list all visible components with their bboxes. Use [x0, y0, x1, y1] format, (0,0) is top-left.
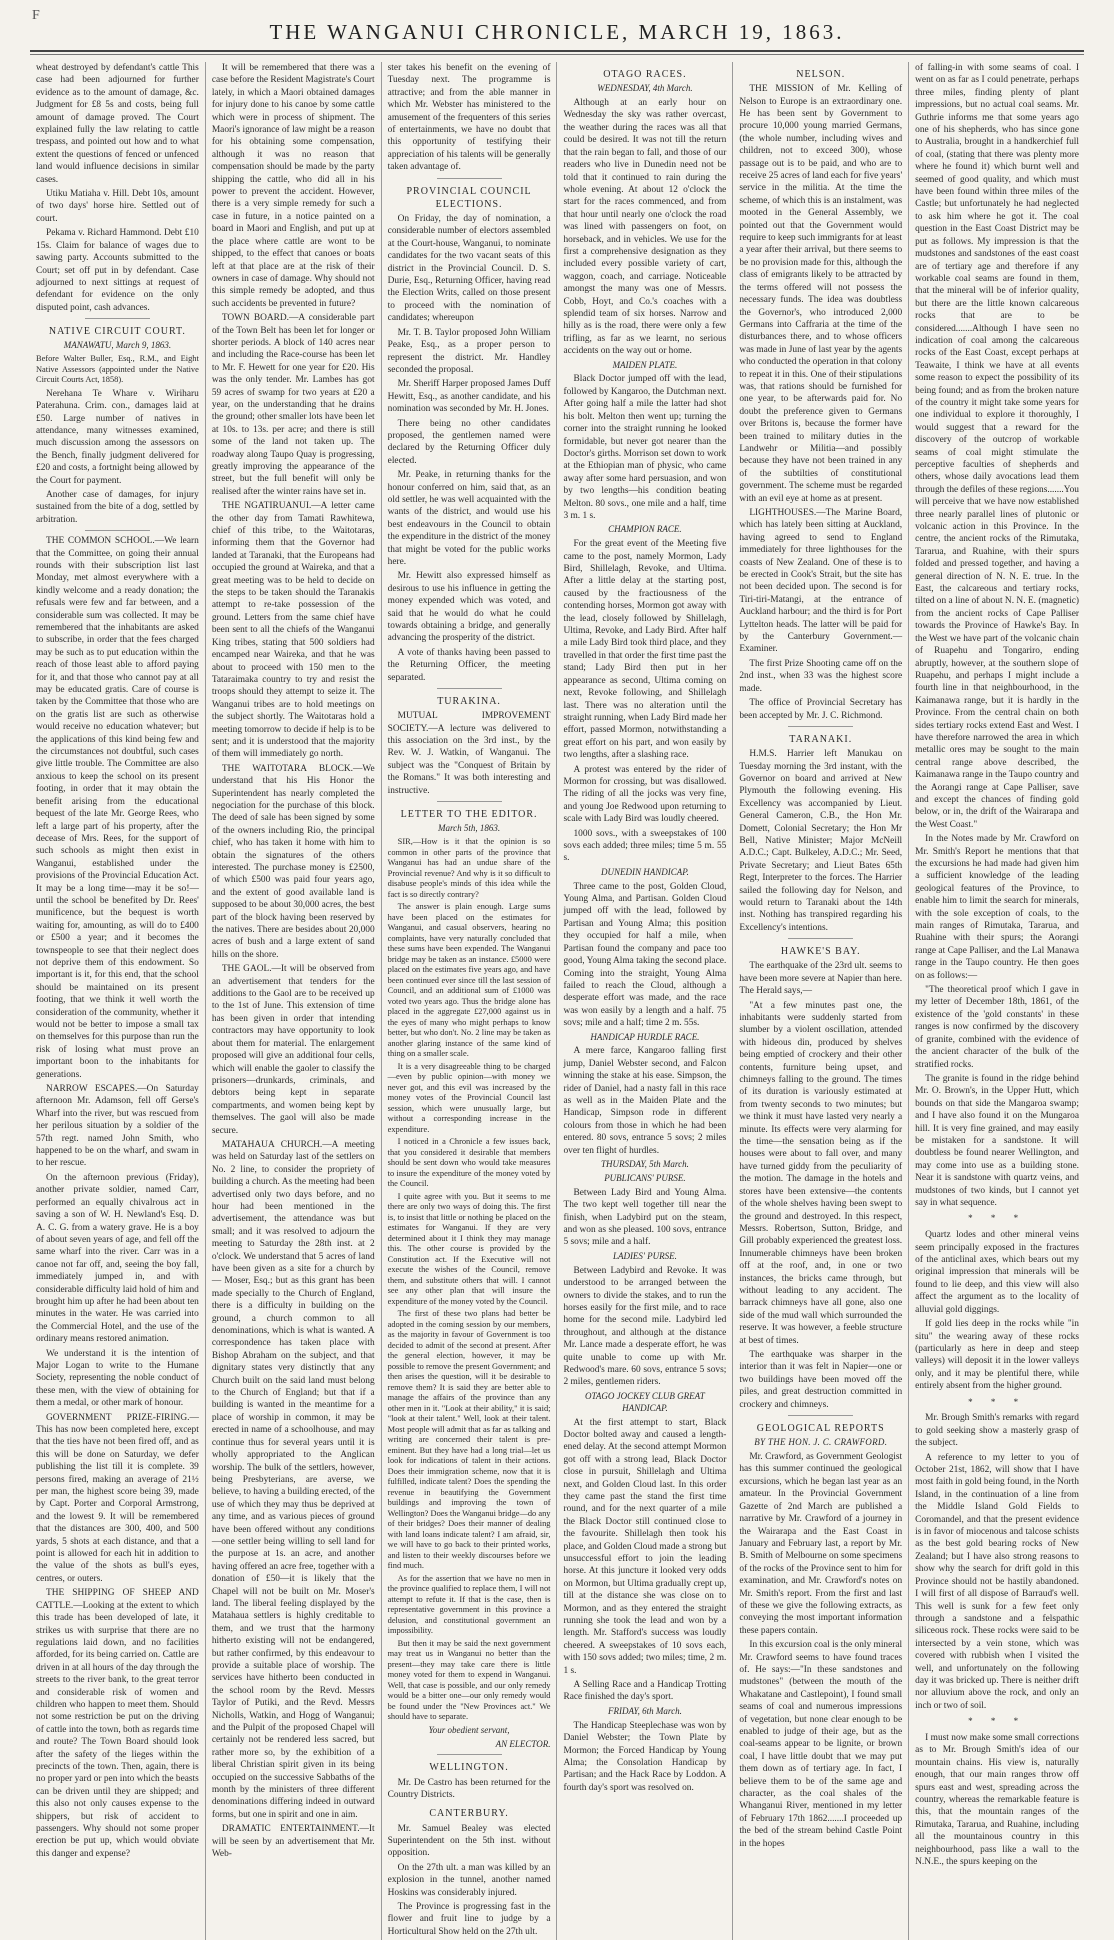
- court-note: Before Walter Buller, Esq., R.M., and Eight Native Assessors (appointed under the Native Circuit Courts Act, 1858).: [36, 354, 199, 385]
- article-paragraph: MATAHAUA CHURCH.—A meeting was held on Saturday last of the settlers on No. 2 line, to consider the propriety of building a church. As the meeting had been advertised only two days before, and no hour had been mentioned in the advertisement, the attendance was but small; and it was resolved to adjourn the meeting to Saturday the 28th inst. at 2 o'clock. We understand that 5 acres of land have been given as a site for a church by — Moser, Esq.; but as this grant has been made specially to the Church of England, there is a difficulty in building on the ground, a church common to all denominations, which is what is wanted. A correspondence has taken place with Bishop Abraham on the subject, and that dignitary states very distinctly that any Church built on the said land must belong to the Church of England; but that if a building is wanted in the meantime for a place of worship in common, it may be erected in name of a schoolhouse, and may continue thus for several years until it is wholly appropriated to the Anglican worship. The bulk of the settlers, however, being Presbyterians, are averse, we believe, to having a building erected, of the use of which they may thus be deprived at any time, and as various pieces of ground have been offered without any conditions—one settler being willing to sell land for the purpose at 1s. an acre, and another having offered an acre free, together with a donation of £50—it is likely that the Chapel will not be built on Mr. Moser's land. The liberal feeling displayed by the Matahaua settlers is highly creditable to them, and we trust that the harmony hitherto existing will not be endangered, but rather confirmed, by this endeavour to provide a suitable place of worship. The services have hitherto been conducted in the school room by the Revd. Messrs Taylor of Putiki, and the Revd. Messrs Nicholls, Watkin, and Hogg of Wanganui; and the Pulpit of the proposed Chapel will certainly not be rendered less sacred, but rather more so, by the exhibition of a liberal Christian spirit given in its being occupied on the successive Sabbaths of the month by the ministers of three different denominations differing indeed in outward forms, but one in spirit and one in aim.: [211, 1139, 375, 1820]
- article-paragraph: In this excursion coal is the only mineral Mr. Crawford seems to have found traces of. He says:—"In these sandstones and mudstones" (between the mouth of the Whakatane and Castlepoint), I found small seams of coal and numerous impressions of vegetation, but none clear enough to be enabled to judge of their age, but as the coal-seams appear to be lignite, or brown coal, I have little doubt that we may put them down as of tertiary age. In fact, I believe them to be of the same age and character, as the coal shales of the Whanganui River, mentioned in my letter of February 17th 1862.......I proceeded up the bed of the stream behind Castle Point in the hopes: [739, 1640, 903, 1849]
- column-5: [733, 62, 909, 1940]
- letter-paragraph: As for the assertion that we have no men in the province qualified to replace them, I will not attempt to refute it. If that is the case, then is representative government in this province a delusion, and constitutional government an impossibility.: [387, 1573, 551, 1636]
- section-heading: OTAGO RACES.: [603, 69, 687, 80]
- article-paragraph: Mr. De Castro has been returned for the Country Districts.: [387, 1777, 551, 1800]
- article-paragraph: Nerehana Te Whare v. Wiriharu Paterahuna. Crim. con., damages laid at £50. Large number of natives in attendance, many witnesses examined, much discussion among the assessors on the Bench, finally judgment delivered for £20 and costs, a fortnight being allowed by the Court for payment.: [36, 388, 199, 486]
- article-paragraph: Mr. T. B. Taylor proposed John William Peake, Esq., as a proper person to represent the district. Mr. Handley seconded the proposal.: [387, 327, 551, 375]
- article-paragraph: A mere farce, Kangaroo falling first jump, Daniel Webster second, and Falcon winning the stake at his ease. Simpson, the rider of Daniel, had a nasty fall in this race as well as in the Maiden Plate and the Handicap, Simpson rode in different colours from those in which he had been entered. 80 sovs, entrance 5 sovs; 2 miles over ten flight of hurdles.: [563, 1046, 727, 1156]
- article-paragraph: Mr. Brough Smith's remarks with regard to gold seeking show a masterly grasp of the subject.: [915, 1413, 1079, 1449]
- article-paragraph: LIGHTHOUSES.—The Marine Board, which has lately been sitting at Auckland, having agreed to send to England immediately for three lighthouses for the coasts of New Zealand. One of these is to be erected in Cook's Strait, but the site has not been decided upon. The second is for Tiri-tiri-Matangi, at the entrance of Auckland harbour; and the third is for Port Lyttelton heads. The latter will be paid for by the Canterbury Government.—Examiner.: [739, 508, 903, 655]
- dateline: MANAWATU, March 9, 1863.: [63, 340, 172, 351]
- section-heading: TARANAKI.: [789, 733, 853, 745]
- newspaper-columns: [30, 62, 1085, 1937]
- article-paragraph: For the great event of the Meeting five came to the post, namely Mormon, Lady Bird, Shillelagh, Revoke, and Ultima. After a little delay at the starting post, caused by the fractiousness of the contending horses, Mormon got away with the lead, closely followed by Shillelagh, Ultima, Revoke, and Lady Bird. After half a mile Lady Bird took third place, and they travelled in that order the first time past the stand; Lady Bird then put in her appearance as second, Ultima coming on next, Revoke following, and Shillelagh last. There was no alteration until the straight running, when Lady Bird made her effort, passed Mormon, notwithstanding a great effort on his part, and won easily by two lengths, after a slashing race.: [563, 539, 727, 761]
- dateline: THURSDAY, 5th March.: [600, 1159, 689, 1170]
- letter-date: March 5th, 1863.: [437, 823, 501, 834]
- article-paragraph: TOWN BOARD.—A considerable part of the Town Belt has been let for longer or shorter periods. A block of 140 acres near and including the Race-course has been let to Mr. F. Hewett for one year for £20. His was the only tender. Mr. Lambes has got 59 acres of swamp for two years at £20 a year, on the understanding that he drains the ground; other smaller lots have been let at 10s. to 13s. per acre; and there is still some of the land not taken up. The roadway along Taupo Quay is progressing, greatly improving the appearance of the street, but the full benefit will only be realised after the winter rains have set in.: [211, 313, 375, 497]
- race-heading: LADIES' PURSE.: [612, 1250, 677, 1261]
- article-paragraph: Another case of damages, for injury sustained from the bite of a dog, settled by arbitration.: [36, 489, 199, 525]
- article-paragraph: Mr. Hewitt also expressed himself as desirous to use his influence in getting the money expended which was voted, and said that he would do what he could towards obtaining a bridge, and generally advancing the prosperity of the district.: [387, 571, 551, 644]
- dateline: FRIDAY, 6th March.: [607, 1705, 682, 1716]
- article-paragraph: Mr. Crawford, as Government Geologist has this summer continued the geological excursions, which he began last year as an amateur. In the Provincial Government Gazette of 2nd March are published a narrative by Mr. Crawford of a journey in the Wairarapa and the East Coast in January and February last, a report by Mr. B. Smith of Melbourne on some specimens of the rocks of the Province sent to him for examination, and Mr. Crawford's notes on Mr. Smith's report. From the first and last of these we give the following extracts, as conveying the most important information these papers contain.: [739, 1452, 903, 1636]
- column-1: [30, 62, 206, 1940]
- letter-paragraph: SIR,—How is it that the opinion is so common in other parts of the province that Wanganui has had an undue share of the Provincial revenue? And why is it so difficult to disabuse people's minds of this idea while the fact is so directly contrary?: [387, 837, 551, 899]
- article-paragraph: THE WAITOTARA BLOCK.—We understand that his His Honor the Superintendent has nearly completed the negociation for the purchase of this block. The deed of sale has been signed by some of the owners including Rio, the principal chief, who has taken it home with him to obtain the signatures of the others interested. The purchase money is £2500, of which £500 was paid four years ago, and the extent of good available land is supposed to be about 30,000 acres, the best part of the block having been reserved by the natives. There are besides about 20,000 acres of bush and a large extent of sand hills on the shore.: [211, 763, 375, 960]
- article-paragraph: On the 27th ult. a man was killed by an explosion in the tunnel, another named Hoskins was considerably injured.: [387, 1862, 551, 1898]
- section-heading: PROVINCIAL COUNCIL ELECTIONS.: [406, 185, 532, 210]
- race-heading: MAIDEN PLATE.: [612, 359, 678, 370]
- article-paragraph: The first Prize Shooting came off on the 2nd inst., when 33 was the highest score made.: [739, 658, 903, 694]
- section-divider: [437, 688, 502, 689]
- column-6: [909, 62, 1085, 1940]
- masthead-rule: [30, 50, 1084, 52]
- letter-signoff: Your obedient servant,: [428, 1724, 510, 1735]
- article-paragraph: A protest was entered by the rider of Mormon for crossing, but was disallowed. The riding of all the jocks was very fine, and young Joe Redwood upon returning to scale with Lady Bird was loudly cheered.: [563, 764, 727, 825]
- article-paragraph: Pekama v. Richard Hammond. Debt £10 15s. Claim for balance of wages due to sawing party. Accounts submitted to the Court; set off put in by defendant. Case adjourned to next sittings at request of defendant for evidence on the only disputed point, cash advances.: [36, 228, 199, 313]
- article-paragraph: The earthquake of the 23rd ult. seems to have been more severe at Napier than here. The Herald says,—: [739, 961, 903, 997]
- section-ornament: * * *: [968, 1396, 1027, 1407]
- race-heading: DUNEDIN HANDICAP.: [600, 866, 689, 877]
- article-paragraph: H.M.S. Harrier left Manukau on Tuesday morning the 3rd instant, with the Governor on board and arrived at New Plymouth the following evening. His Excellency was accompanied by Lieut. General Cameron, C.B., the Hon Mr. Domett, Colonial Secretary; the Hon Mr Bell, Native Minister; Major McNeill A.D.C.; Capt. Bulkeley, A.D.C.; Mr. Seed, Private Secretary; and Lieut Bates 65th Regt, Interpreter to the forces. The Harrier sailed the following day for Nelson, and would return to Taranaki about the 14th inst. Nothing has transpired regarding his Excellency's intentions.: [739, 749, 903, 933]
- article-paragraph: We understand it is the intention of Major Logan to write to the Humane Society, representing the noble conduct of these men, with the view of obtaining for them a medal, or other mark of honour.: [36, 1348, 199, 1409]
- article-paragraph: DRAMATIC ENTERTAINMENT.—It will be seen by an advertisement that Mr. Web-: [211, 1824, 375, 1860]
- article-paragraph: Quartz lodes and other mineral veins seem principally exposed in the fractures of the anticlinal axes, which bears out my original impression that minerals will be found to lie deep, and this view will also affect the argument as to the locality of alluvial gold diggings.: [915, 1230, 1079, 1315]
- letter-paragraph: I quite agree with you. But it seems to me there are only two ways of doing this. The first is, to insist that little or nothing be placed on the estimates for Wanganui. If they are very determined about it I think they may manage this. The other course is provided by the Constitution act. If the Executive will not execute the wishes of the Council, remove them, and substitute others that will. I cannot see any other plan that will insure the expenditure of the money voted by the Council.: [387, 1191, 551, 1306]
- section-divider: [85, 530, 150, 531]
- dateline: WEDNESDAY, 4th March.: [597, 83, 693, 94]
- race-heading: OTAGO JOCKEY CLUB GREAT HANDICAP.: [585, 1390, 705, 1413]
- letter-paragraph: But then it may be said the next government may treat us in Wanganui no better than the present—they may take care there is little money voted for them to expend in Wanganui. Well, that case is possible, and our only remedy would be a bitter one—our only remedy would be found under the "New Provinces act." We should have to separate.: [387, 1638, 551, 1722]
- section-divider: [788, 1415, 853, 1416]
- article-paragraph: It will be remembered that there was a case before the Resident Magistrate's Court lately, in which a Maori obtained damages for injury done to his canoe by some cattle which were in process of shipment. The Maori's ignorance of law might be a reason for his obtaining some compensation, although it was no reason that compensation should be made by the party shipping the cattle, who did all in his power to prevent the accident. However, there is a very simple remedy for such a case in future, in a notice painted on a board in Maori and English, and put up at the place where cattle are wont to be shipped, to the effect that canoes or boats left at that place are at the risk of their owners in case of damage. Why should not this simple remedy be adopted, and thus such accidents be prevented in future?: [211, 63, 375, 309]
- article-paragraph: "The theoretical proof which I gave in my letter of December 18th, 1861, of the existence of the 'gold constants' in these ranges is now confirmed by the discovery of granite, combined with the evidence of the ancient character of the bulk of the stratified rocks.: [915, 985, 1079, 1070]
- letter-paragraph: I noticed in a Chronicle a few issues back, that you considered it desirable that members should be sent down who would take measures to insure the expenditure of the money voted by the Council.: [387, 1137, 551, 1189]
- article-paragraph: In the Notes made by Mr. Crawford on Mr. Smith's Report he mentions that that the excursions he had made had given him a sufficient knowledge of the leading geological features of the Province, to enable him to limit the search for minerals, with the sole exception of coals, to the main ranges of Rimutaka, Tararua, and Ruahine with their spurs; the Aorangi range at Cape Palliser, and the Lal Manawa range in the Taupo country. He then goes on as follows:—: [915, 834, 1079, 981]
- article-paragraph: THE COMMON SCHOOL.—We learn that the Committee, on going their annual rounds with their subscription list last Monday, met almost everywhere with a kindly welcome and a ready donation; the refusals were few and far between, and a considerable sum was collected. It may be remembered that the inhabitants are asked to subscribe, in order that the fees charged may be such as to put education within the reach of those least able to afford paying for it, and that those who cannot pay at all may be educated gratis. Care of course is taken by the Committee that those who are on the gratis list are such as otherwise would receive no education whatever; but the applications of this kind being few and the circumstances not doubtful, such cases give little trouble. The Committee are also anxious to keep the school on its present footing, in order that it may obtain the benefit arising from the educational bequest of the late Mr. George Rees, who left a large part of his property, after the decease of Mrs. Rees, for the support of such schools as might then exist in Wanganui, established under the provisions of the Provincial Education Act. It may be a long time—may it be so!—until the school be benefited by Dr. Rees' munificence, but the bequest is worth waiting for, amounting, as will do to £400 or £500 a year; and it becomes the townspeople to see that their neglect does not deprive them of this endowment. So important is it, for this end, that the school should be maintained on its present footing, that we think it well worth the consideration of the community, whether it would not be better to impose a small tax on themselves for this purpose than run the risk of losing what must prove an important boon to the inhabitants for generations.: [36, 536, 199, 1080]
- article-paragraph: The Handicap Steeplechase was won by Daniel Webster; the Town Plate by Mormon; the Forced Handicap by Young Alma; the Consolation Handicap by Partisan; and the Hack Race by Loddon. A fourth day's sport was resolved on.: [563, 1720, 727, 1793]
- section-divider: [437, 801, 502, 802]
- column-2: [206, 62, 382, 1940]
- section-divider: [437, 178, 502, 179]
- article-paragraph: Mr. Samuel Bealey was elected Superintendent on the 5th inst. without opposition.: [387, 1823, 551, 1859]
- article-paragraph: wheat destroyed by defendant's cattle This case had been adjourned for further evidence as to the amount of damage, &c. Judgment for £8 5s and costs, being full amount of damage proved. The Court explained fully the law relating to cattle trespass, and pointed out how and to what extent the questions of fenced or unfenced land would influence decisions in similar cases.: [36, 63, 199, 185]
- column-3: [382, 62, 558, 1940]
- section-heading: CANTERBURY.: [429, 1808, 509, 1820]
- section-heading: WELLINGTON.: [429, 1762, 509, 1774]
- article-paragraph: 1000 sovs., with a sweepstakes of 100 sovs each added; three miles; time 5 m. 55 s.: [563, 828, 727, 864]
- article-paragraph: THE MISSION of Mr. Kelling of Nelson to Europe is an extraordinary one. He has been sent by Government to procure 10,000 young married Germans, (the whole number, including wives and children, not to exceed 300), whose passage out is to be paid, and who are to receive 25 acres of land each for five years' service in the militia. At the time the scheme, of which this is an instalment, was mooted in the General Assembly, we pointed out that the Government would require to keep such immigrants for at least a year after their arrival, but there seems to be no provision made for this, although the class of emigrants likely to be attracted by the terms offered will not possess the necessary funds. The idea was doubtless the Governor's, who introduced 2,000 Germans into Caffraria at the time of the disturbances there, and to whose officers was made in June of last year by the agents who conducted the operation in that colony to repeat it in this. One of their stipulations was, that rations should be furnished for one year, to be afterwards paid for. No doubt the preference given to Germans over Britons is, because the former have been trained to military duties in the Landwehr or Militia—and possibly because they have not been trained in any of the subtilties of constitutional government. The scheme must be regarded with an evil eye at home as at present.: [739, 84, 903, 504]
- race-heading: HANDICAP HURDLE RACE.: [590, 1031, 700, 1042]
- article-paragraph: Mr. Sheriff Harper proposed James Duff Hewitt, Esq., as another candidate, and his nomination was seconded by Mr. H. Jones.: [387, 379, 551, 415]
- article-paragraph: GOVERNMENT PRIZE-FIRING.—This has now been completed here, except that the ties have not been fired off, and as this will be done on Saturday, we defer publishing the list till it is complete. 39 persons fired, making an average of 21½ per man, the highest score being 39, made by Capt. Porter and Corporal Armstrong, and the lowest 9. It will be remembered that the distances are 300, 400, and 500 yards, 5 shots at each distance, and that a point is allowed for each hit in addition to the value of the shots as bull's eyes, centres, or outers.: [36, 1412, 199, 1584]
- letter-paragraph: The answer is plain enough. Large sums have been placed on the estimates for Wanganui, and casual observers, hearing no complaints, have very naturally concluded that these sums have been expended. The Wanganui bridge may be taken as an instance. £5000 were placed on the estimates five years ago, and have been continued ever since till the last session of Council, and an additional sum of £1000 was voted two years ago. Thus the bridge alone has placed in the aggregate £27,000 against us in the eyes of many who might perhaps to know better, but who don't. No. 2 line may be taken as another glaring instance of the same kind of thing on a smaller scale.: [387, 902, 551, 1059]
- masthead-rule-thin: [30, 54, 1084, 55]
- article-paragraph: Utiku Matiaha v. Hill. Debt 10s, amount of two days' horse hire. Settled out of court.: [36, 189, 199, 224]
- newspaper-title: THE WANGANUI CHRONICLE, MARCH 19, 1863.: [269, 20, 845, 44]
- article-paragraph: ster takes his benefit on the evening of Tuesday next. The programme is attractive; and from the able manner in which Mr. Webster has ministered to the amusement of the frequenters of this series of entertainments, we have no doubt that this opportunity of testifying their appreciation of his talents will be generally taken advantage of.: [387, 63, 551, 173]
- article-paragraph: THE NGATIRUANUI.—A letter came the other day from Tamati Rawhitewa, chief of this tribe, to the Waitotaras, informing them that the Governor had landed at Taranaki, that the Europeans had occupied the ground at Waireka, and that a great meeting was to be held to decide on the steps to be taken should the Taranakis attempt to re-take possession of the ground. Letters from the same chief have been sent to all the chiefs of the Wanganui King tribes, stating that 500 soldiers had encamped near Waireka, and that he was about to proceed with 150 men to the Tataraimaka country to try and resist the troops should they attempt to seize it. The Wanganui tribes are to hold meetings on the subject shortly. The Waitotaras hold a meeting tomorrow to decide if help is to be sent; and it is understood that the majority of them will immediately go north.: [211, 501, 375, 760]
- letter-signature: AN ELECTOR.: [495, 1738, 551, 1749]
- corner-mark: F: [32, 8, 40, 23]
- article-paragraph: Three came to the post, Golden Cloud, Young Alma, and Partisan. Golden Cloud jumped off with the lead, followed by Partisan and Young Alma; this position they occupied for half a mile, when Partisan found the company and pace too good, Young Alma taking the second place. Coming into the straight, Young Alma failed to reach the Cloud, although a desperate effort was made, and the race was won easily by a length and a half. 75 sovs; mile and a half; time 2 m. 55s.: [563, 881, 727, 1029]
- article-paragraph: NARROW ESCAPES.—On Saturday afternoon Mr. Adamson, fell off Gerse's Wharf into the river, but was rescued from her perilous situation by a soldier of the 57th regt. named John Smith, who happened to be on the wharf, and swam in to her rescue.: [36, 1084, 199, 1169]
- article-paragraph: A reference to my letter to you of October 21st, 1862, will show that I have most faith in gold being found, in the North Island, in the continuation of a line from the Middle Island Gold Fields to Coromandel, and that the present evidence is in favor of miocenous and talcose schists as the best gold bearing rocks of New Zealand; but I have also strong reasons to show why the search for drift gold in this Province should not be hastily abandoned. I will first of all dispose of Barraud's well. This well is sunk for a few feet only through a sandstone and a felspathic siliceous rock. These rocks were said to be intersected by a vein stone, which was covered with rubbish when I visited the well, and unfortunately on the following day it was bricked up. There is neither drift nor alluvium above the rock, and only an inch or two of soil.: [915, 1452, 1079, 1711]
- section-heading: NELSON.: [796, 69, 846, 80]
- article-paragraph: A vote of thanks having been passed to the Returning Officer, the meeting separated.: [387, 647, 551, 683]
- article-paragraph: The granite is found in the ridge behind Mr. O. Brown's, in the Upper Hutt, which bounds on that side the Mangaroa swamp; and I have also found it on the Mungaroa hill. It is very fine grained, and may easily be mistaken for a sandstone. It will doubtless be found nearer Wellington, and may come into use as a building stone. Near it is sandstone with quartz veins, and mudstones of two kinds, but I cannot yet say in what sequence.: [915, 1073, 1079, 1208]
- section-heading: HAWKE'S BAY.: [780, 946, 861, 958]
- article-paragraph: of falling-in with some seams of coal. I went on as far as I could penetrate, perhaps three miles, finding plenty of plant impressions, but no actual coal seams. Mr. Guthrie informs me that some years ago one of his shepherds, who has since gone to Australia, brought in a handkerchief full of coal, (stating that there was plenty more where he found it) which burnt well and seemed of good quality, and which must have been found within three miles of the Castle; but unfortunately he had neglected to ask him where he got it. The coal question in the East Coast District may be put as follows. My impression is that the mudstones and sandstones of the east coast are of tertiary age and therefore if any workable coal seams are found in them, that the mineral will be of inferior quality, but there are the little known calcareous rocks that are to be considered.......Although I have seen no indication of coal among the calcareous rocks of the East Coast, except perhaps at Teawaite, I think we have at all events some reason to expect the possibility of its being found; and as from the broken nature of the country it might take some years for one individual to explore it thoroughly, I would suggest that a reward for the discovery of the outcrop of workable seams of coal might stimulate the perceptive faculties of shepherds and others, whose daily avocations lead them through the defiles of these regions.......You will perceive that we have now established three nearly parallel lines of plutonic or volcanic action in this Province. In the centre, the ancient rocks of the Rimutaka, Tararua, and Ruahine, with their spurs folded and pressed together, and having a general direction of N. N. E. true. In the East, the calcareous and tertiary rocks, tilted on a line of about N. N. E. (magnetic) from the ancient rocks of Cape Palliser towards the Province of Hawke's Bay. In the West we have part of the volcanic chain of Ruapehu and Tongariro, ending abruptly, however, at the southern slope of Ruapehu, and perhaps I might include a fourth line in that neighbourhood, in the Kaimanawa range, but it is hardly in the Province. From the central chain on both sides tertiary rocks extend East and West. I have therefore narrowed the area in which metallic ores may be sought to the main central range above described, the Kaimanawa range in the Taupo country and the Aorangi range at Cape Palliser, save and except the chances of finding gold below, or in, the drift of the Wairarapa and the West Coast.": [915, 63, 1079, 830]
- article-paragraph: I must now make some small corrections as to Mr. Brough Smith's idea of our mountain chains. His view is, naturally enough, that our main ranges throw off spurs east and west, spreading across the country, whereas the remarkable feature is this, that the mountain ranges of the Rimutaka, Tararua, and Ruahine, including all the mountainous country in this neighbourhood, pass like a wall to the N.N.E., the spurs keeping on the: [915, 1733, 1079, 1868]
- section-ornament: * * *: [968, 1213, 1027, 1224]
- article-paragraph: THE SHIPPING OF SHEEP AND CATTLE.—Looking at the extent to which this trade has been developed of late, it strikes us with surprise that there are no regulations laid down, and no facilities afforded, for its being carried on. Cattle are driven in at all hours of the day through the streets to the river bank, to the great terror and considerable risk of women and children who happen to meet them. Should not some restriction be put on the driving of cattle into the town, both as regards time and route? The Town Board should look after the safety of the lieges within the precincts of the town. Then, again, there is no proper yard or pen into which the beasts can be driven until they are shipped; and this also not only causes expense to the shippers, but risk of accident to passengers. Why should not some proper erection be put up, which would obviate this danger and expense?: [36, 1588, 199, 1859]
- section-divider: [788, 938, 853, 939]
- article-paragraph: The earthquake was sharper in the interior than it was felt in Napier—one or two buildings have been moved off the piles, and great destruction committed in crockery and chimneys.: [739, 1349, 903, 1410]
- race-heading: CHAMPION RACE.: [608, 524, 682, 535]
- article-paragraph: A Selling Race and a Handicap Trotting Race finished the day's sport.: [563, 1680, 727, 1703]
- section-heading: GEOLOGICAL REPORTS: [756, 1423, 885, 1434]
- letter-paragraph: The first of these two plans had better be adopted in the coming session by our members, as the majority in favour of Government is too decided to admit of the second at present. After the general election, however, it may be possible to remove the present Government; and then arises the question, will it be desirable to remove them? It is said they are better able to manage the affairs of the province than any other men in it. "Look at their ability," it is said; "look at their talent." Well, look at their talent. Most people will admit that as far as talking and writing are concerned their talent is pre-eminent. But they have had a long trial—let us look for indications of talent in their actions. Does their immigration scheme, now that it is fulfilled, indicate talent? Does the spending the revenue in beautifying the Government buildings and improving the town of Wellington? Does the Wanganui bridge—do any of their bridges? Does their manner of dealing with land loans indicate talent? I am afraid, sir, we will have to go back to their printed works, and listen to their weekly discourses before we find much.: [387, 1309, 551, 1571]
- article-paragraph: Between Ladybird and Revoke. It was understood to be arranged between the owners to divide the stakes, and to run the horses easily for the first mile, and to race home for the second mile. Ladybird led throughout, and although at the distance Mr. Lance made a desperate effort, he was quite unable to come up with Mr. Redwood's mare. 60 sovs, entrance 5 sovs; 2 miles, gentlemen riders.: [563, 1265, 727, 1388]
- article-paragraph: Black Doctor jumped off with the lead, followed by Kangaroo, the Dutchman next. After going half a mile the latter had shot his bolt. Melton then went up; turning the corner into the straight running he looked formidable, but never got nearer than the Doctor's girths. Morrison set down to work at the Ethiopian man of physic, who came away after some hard persuasion, and won by two lengths—his condition beating Melton. 80 sovs., one mile and a half, time 3 m. 1 s.: [563, 374, 727, 521]
- article-paragraph: On Friday, the day of nomination, a considerable number of electors assembled at the Court-house, Wanganui, to nominate candidates for the two vacant seats of this district in the Provincial Council. D. S. Durie, Esq., Returning Officer, having read the Election Writs, called on those present to proceed with the nomination of candidates; whereupon: [387, 214, 551, 324]
- race-heading: PUBLICANS' PURSE.: [604, 1172, 686, 1183]
- section-divider: [437, 1754, 502, 1755]
- article-paragraph: Mr. Peake, in returning thanks for the honour conferred on him, said that, as an old settler, he was well acquainted with the wants of the district, and would use his best endeavours in the Council to obtain the expenditure in the district of the money that might be voted for the public works here.: [387, 470, 551, 567]
- section-divider: [85, 318, 150, 319]
- article-paragraph: MUTUAL IMPROVEMENT SOCIETY.—A lecture was delivered to this association on the 3rd inst., by the Rev. W. J. Watkin, of Wanganui. The subject was the "Conquest of Britain by the Romans." It was both interesting and instructive.: [387, 711, 551, 796]
- article-paragraph: At the first attempt to start, Black Doctor bolted away and caused a length- ened delay. At the second attempt Mormon got off with a strong lead, Black Doctor close in pursuit, Shillelagh and Ultima next, and Golden Cloud last. In this order they came past the stand the first time round, and for the next quarter of a mile the Black Doctor still continued close to the favourite. Shillelagh then took his place, and Golden Cloud made a strong but unsuccessful effort to join the leading horse. At this juncture it looked very odds on Mormon, but Ultima gradually crept up, till at the distance she was close on to Mormon, and as they entered the straight running she took the lead and won by a length. Mr. Stafford's success was loudly cheered. A sweepstakes of 10 sovs each, with 150 sovs added; two miles; time, 2 m. 1 s.: [563, 1417, 727, 1676]
- column-4: [557, 62, 733, 1940]
- section-heading: TURAKINA.: [437, 696, 501, 708]
- article-paragraph: There being no other candidates proposed, the gentlemen named were declared by the Returning Officer duly elected.: [387, 418, 551, 466]
- letter-paragraph: It is a very disagreeable thing to be charged—even by public opinion—with money we never got, and this evil was increased by the money votes of the Provincial Council last session, which were unusually large, but without a corresponding increase in the expenditure.: [387, 1061, 551, 1134]
- masthead: [0, 0, 1114, 58]
- article-paragraph: Between Lady Bird and Young Alma. The two kept well together till near the finish, when Ladybird put on the steam, and won as she pleased. 100 sovs, entrance 5 sovs; mile and a half.: [563, 1187, 727, 1248]
- section-divider: [788, 726, 853, 727]
- section-heading: LETTER TO THE EDITOR.: [400, 809, 538, 821]
- article-paragraph: "At a few minutes past one, the inhabitants were suddenly started from slumber by a violent oscillation, attended with hideous din, produced by shelves being emptied of crockery and their other contents, furniture being upset, and chimneys falling to the ground. The times of its duration is variously estimated at from twenty seconds to two minutes; but we think it must have lasted very nearly a minute. Its effects were very alarming for the time—the sensation being as if the houses were about to fall over, and many have turned giddy from the peculiarity of the motion. The damage in the hotels and stores have been extensive—the contents of the whole shelves having been swept to the ground and destroyed. In this respect, Messrs. Robertson, Sutton, Bridge, and Gill probably experienced the greatest loss. Innumerable chimneys have been broken off at the roof, and, in one or two instances, the bricks came through, but without leading to any accident. The barrack chimneys have all gone, also one side of the mud wall which surrounded the reserve. It was however, a feeble structure at best of times.: [739, 1000, 903, 1346]
- byline: BY THE HON. J. C. CRAWFORD.: [754, 1437, 888, 1448]
- article-paragraph: On the afternoon previous (Friday), another private soldier, named Carr, performed an equally chivalrous act in saving a son of W. H. Newland's Esq. D. A. C. G. from a watery grave. He is a boy of about seven years of age, and fell off the same wharf into the river. Carr was in a canoe not far off, and, seeing the boy fall, immediately jumped in, and with considerable difficulty laid hold of him and brought him up after he had been about ten minutes in the water. He was carried into the Commercial Hotel, and the use of the ordinary means restored animation.: [36, 1172, 199, 1345]
- article-paragraph: THE GAOL.—It will be observed from an advertisement that tenders for the additions to the Gaol are to be received up to the 1st of June. This extension of time has been given in order that intending contractors may have opportunity to look about them for material. The enlargement proposed will give an additional four cells, which will enable the gaoler to classify the prisoners—drunkards, criminals, and debtors being kept in separate compartments, and women being kept by themselves. The gaol will also be made secure.: [211, 964, 375, 1136]
- article-paragraph: The office of Provincial Secretary has been accepted by Mr. J. C. Richmond.: [739, 698, 903, 721]
- section-heading: NATIVE CIRCUIT COURT.: [48, 326, 186, 338]
- article-paragraph: The Province is progressing fast in the flower and fruit line to judge by a Horticultural Show held on the 27th ult.: [387, 1902, 551, 1937]
- article-paragraph: Although at an early hour on Wednesday the sky was rather overcast, the weather during the races was all that could be desired. It was not till the return that the rain began to fall, and those of our readers who live in Dunedin need not be told that it continued to rain during the whole evening. At about 12 o'clock the start for the races commenced, and from that hour until nearly one o'clock the road was lined with passengers on foot, on horseback, and in vehicles. We use for the first a comprehensive designation as they included every possible variety of cart, waggon, coach, and carriage. Noticeable amongst the many was one of Messrs. Cobb, Hoyt, and Co.'s coaches with a splendid team of six horses. Narrow and hilly as is the road, there were only a few trifling, as far as we learnt, no serious accidents on the way out or home.: [563, 98, 727, 357]
- article-paragraph: If gold lies deep in the rocks while "in situ" the wearing away of these rocks (particularly as here in deep and steep valleys) will deposit it in the lower valleys only, and it may be plentiful there, while entirely absent from the higher ground.: [915, 1319, 1079, 1392]
- section-ornament: * * *: [968, 1716, 1027, 1727]
